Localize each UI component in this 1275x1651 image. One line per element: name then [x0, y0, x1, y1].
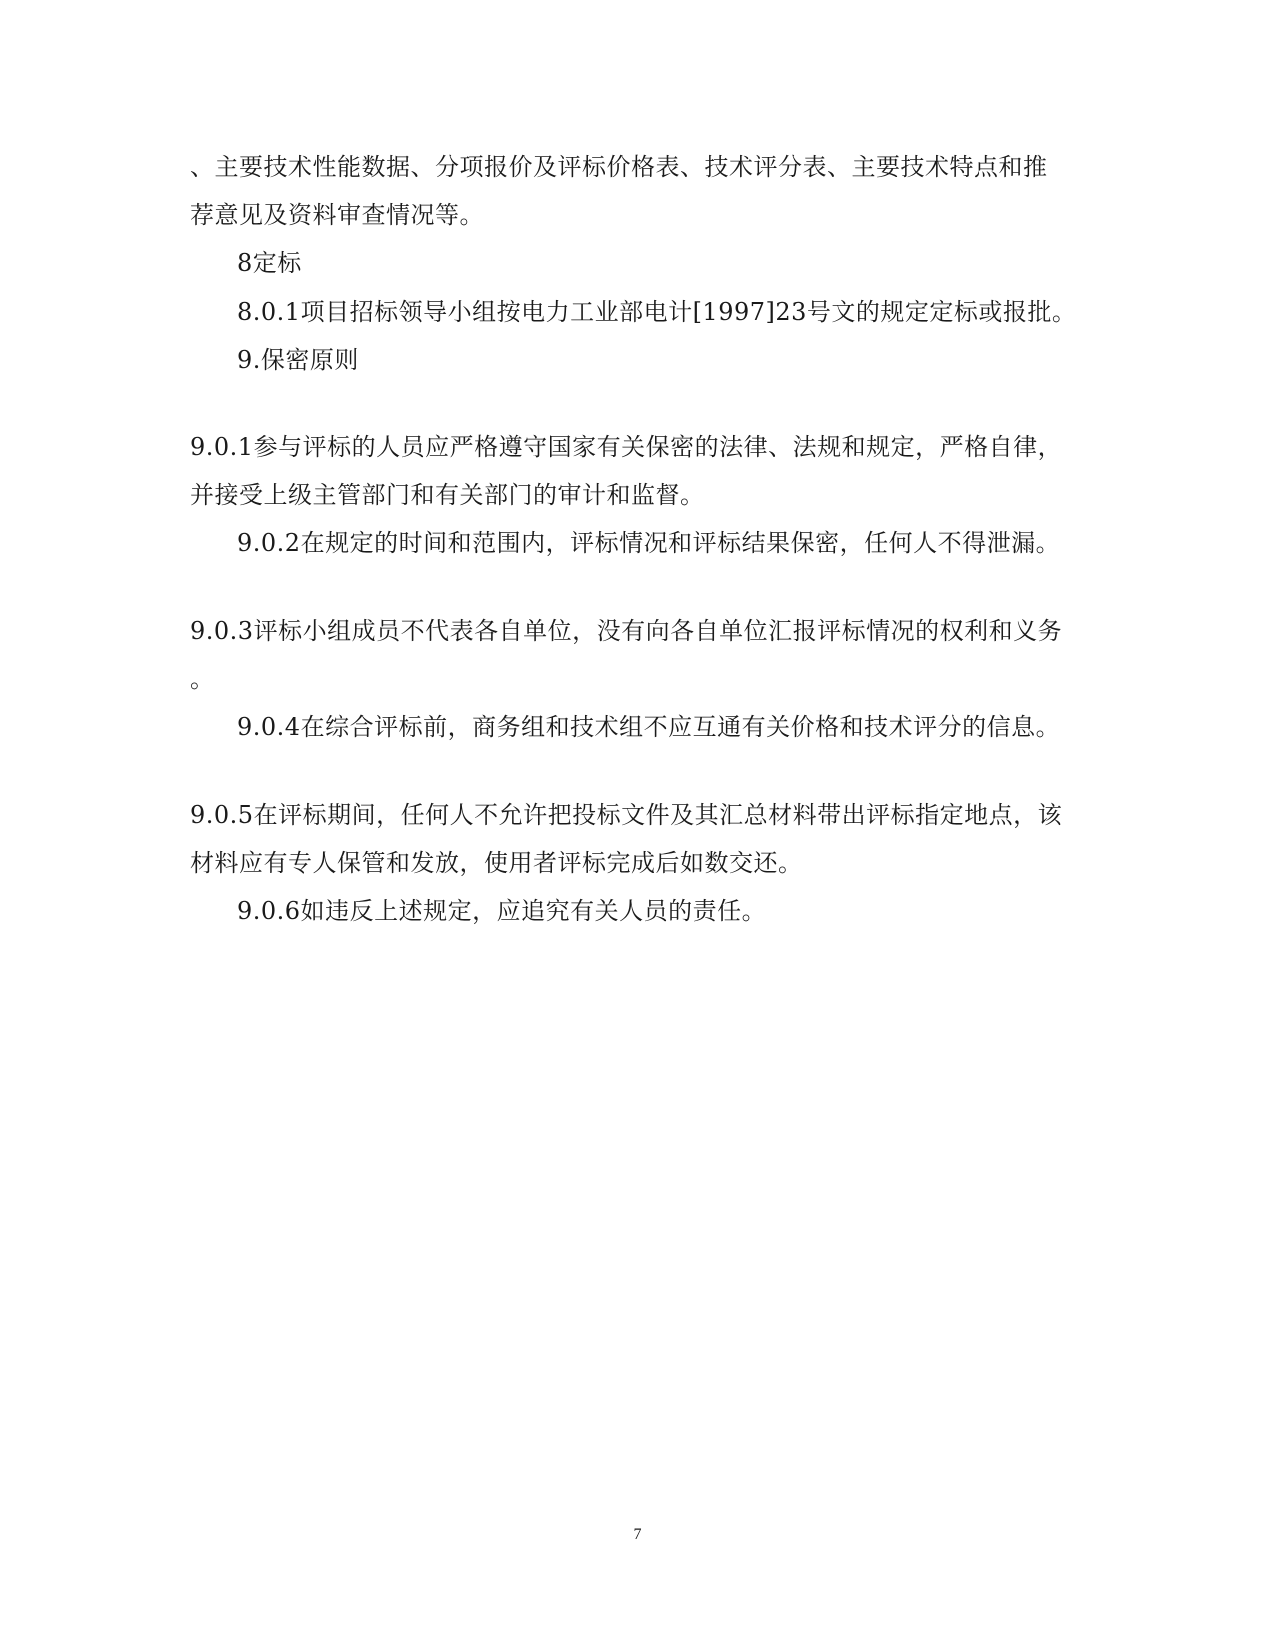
clause-9-0-1: 9.0.1参与评标的人员应严格遵守国家有关保密的法律、法规和规定，严格自律， [190, 433, 1063, 461]
body-line-continuation-end: 荐意见及资料审查情况等。 [190, 201, 484, 229]
clause-9-0-3: 9.0.3评标小组成员不代表各自单位，没有向各自单位汇报评标情况的权利和义务 [190, 617, 1063, 645]
clause-9-0-4: 9.0.4在综合评标前，商务组和技术组不应互通有关价格和技术评分的信息。 [237, 713, 1061, 741]
page-number: 7 [633, 1526, 642, 1543]
clause-9-0-6: 9.0.6如违反上述规定，应追究有关人员的责任。 [237, 897, 767, 925]
clause-9-0-5-continued: 材料应有专人保管和发放，使用者评标完成后如数交还。 [190, 849, 803, 877]
section-heading-9: 9.保密原则 [237, 346, 359, 374]
clause-9-0-2: 9.0.2在规定的时间和范围内，评标情况和评标结果保密，任何人不得泄漏。 [237, 529, 1061, 557]
clause-9-0-1-continued: 并接受上级主管部门和有关部门的审计和监督。 [190, 481, 705, 509]
clause-9-0-5: 9.0.5在评标期间，任何人不允许把投标文件及其汇总材料带出评标指定地点，该 [190, 801, 1063, 829]
clause-9-0-3-continued: 。 [190, 665, 215, 693]
body-line-continuation: 、主要技术性能数据、分项报价及评标价格表、技术评分表、主要技术特点和推 [190, 153, 1048, 181]
section-heading-8: 8定标 [237, 249, 302, 277]
clause-8-0-1: 8.0.1项目招标领导小组按电力工业部电计[1997]23号文的规定定标或报批。 [237, 298, 1077, 326]
